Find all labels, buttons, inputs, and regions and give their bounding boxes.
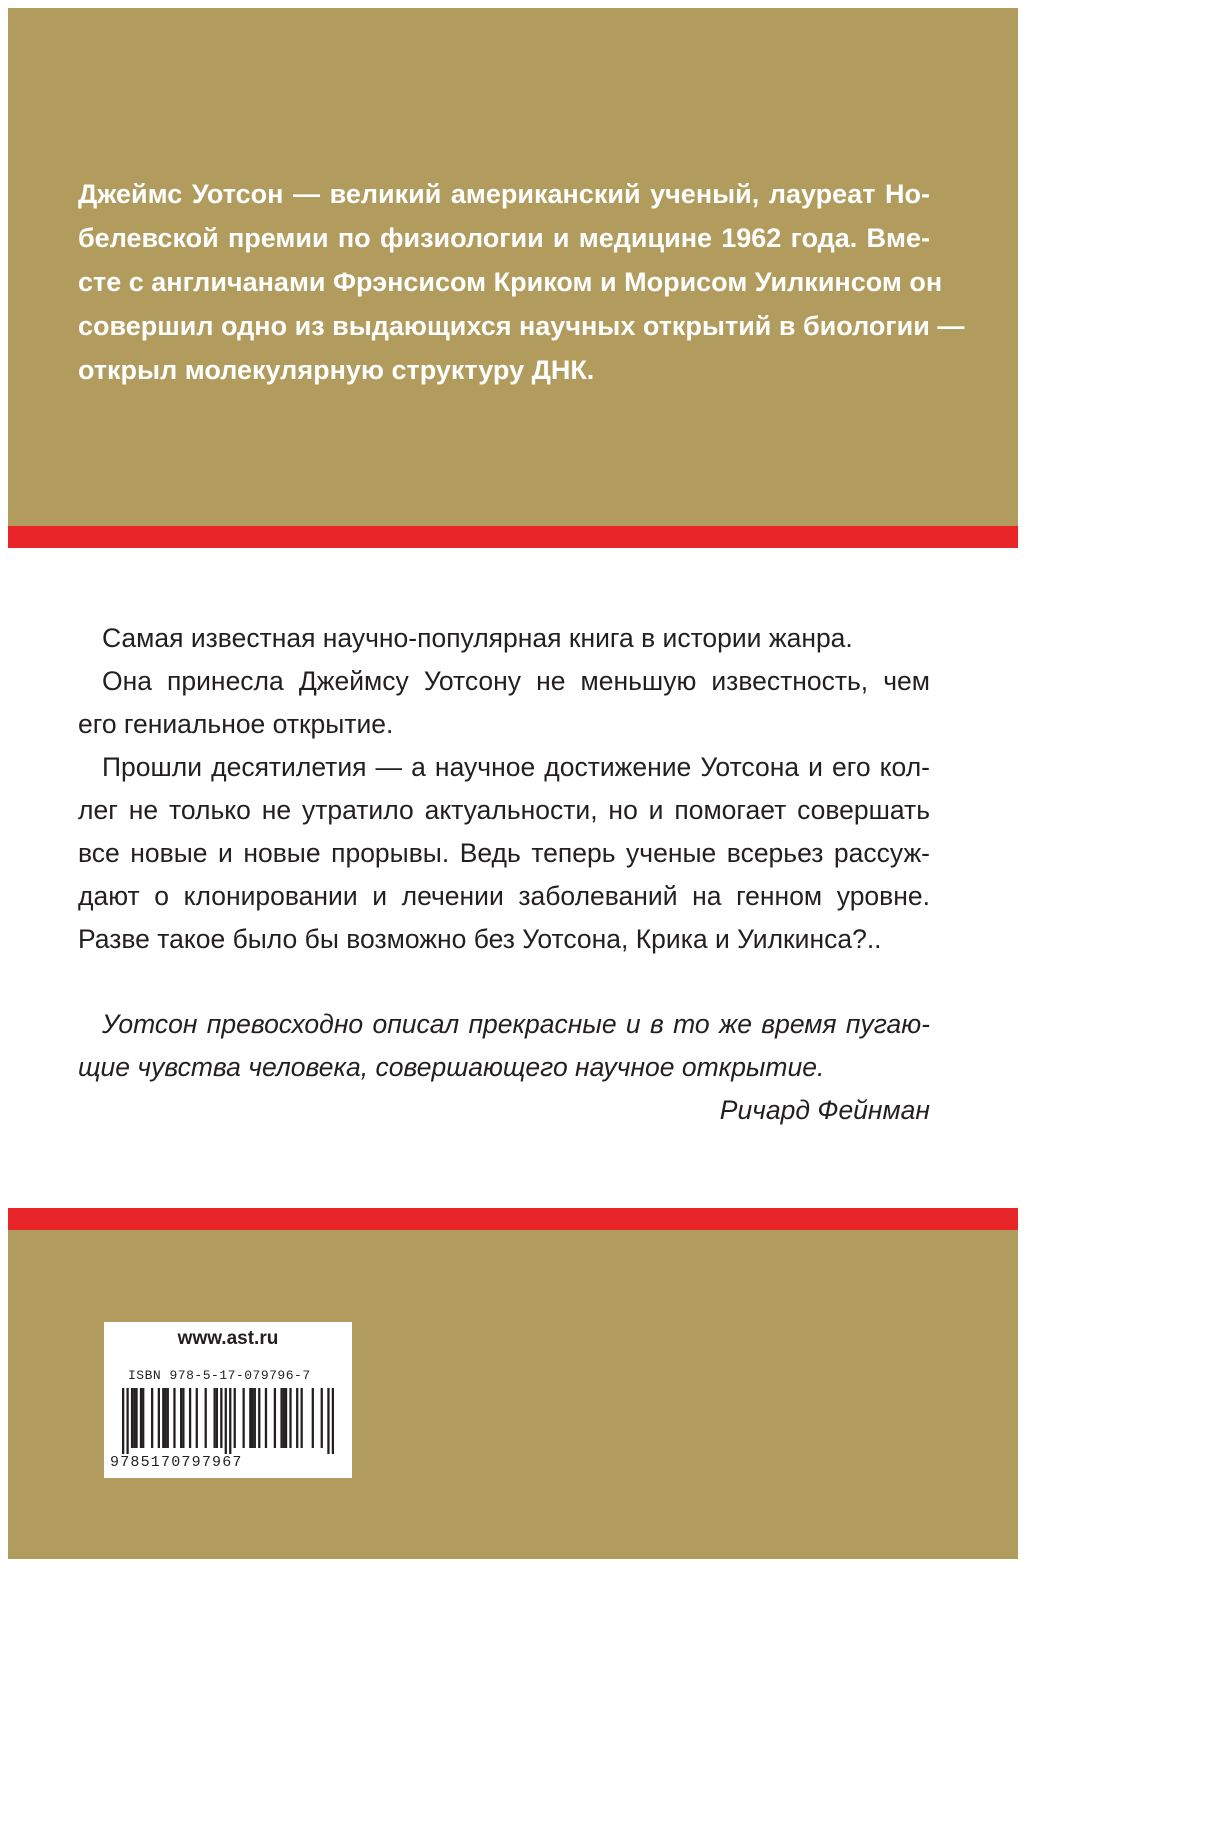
red-stripe-top [8, 526, 1018, 548]
barcode-bar [158, 1388, 160, 1448]
barcode-bar [164, 1388, 166, 1448]
quote-author: Ричард Фейнман [719, 1095, 930, 1125]
barcode-bar [301, 1388, 303, 1448]
author-bio-line: открыл молекулярную структуру ДНК. [78, 355, 595, 385]
barcode-bar [274, 1388, 276, 1448]
barcode-bar [122, 1388, 124, 1454]
quote-line: Уотсон превосходно описал прекрасные и в то же время пугаю- [102, 1009, 930, 1039]
barcode-bar [216, 1388, 218, 1448]
barcode-bar [254, 1388, 256, 1448]
blurb-line: дают о клонировании и лечении заболеваний на генном уровне. [78, 881, 930, 911]
barcode-bar [213, 1388, 215, 1448]
review-quote [78, 1003, 930, 1132]
barcode-bar [133, 1388, 135, 1448]
barcode-bar [142, 1388, 144, 1448]
author-bio-line: совершил одно из выдающихся научных открытий в биологии — [78, 311, 965, 341]
barcode-bar [135, 1388, 137, 1448]
barcode-bar [234, 1388, 236, 1448]
barcode-bar [283, 1388, 285, 1448]
quote-line: щие чувства человека, совершающего научное открытие. [78, 1052, 825, 1082]
barcode-bar [205, 1388, 207, 1448]
barcode-bar [280, 1388, 282, 1448]
author-bio-line: Джеймс Уотсон — великий американский ученый, лауреат Но- [78, 179, 930, 209]
barcode-bar [167, 1388, 169, 1448]
barcode-bar [126, 1388, 128, 1454]
barcode-bar [225, 1388, 227, 1454]
isbn-label: ISBN 978-5-17-079796-7 [128, 1368, 311, 1383]
barcode-bar [196, 1388, 198, 1448]
barcode-bar [251, 1388, 253, 1448]
barcode-bar [285, 1388, 287, 1448]
barcode-bar [173, 1388, 175, 1448]
blurb-line: все новые и новые прорывы. Ведь теперь ученые всерьез рассуж- [78, 838, 930, 868]
barcode-bar [220, 1388, 222, 1448]
barcode-bar [182, 1388, 184, 1448]
barcode-block [104, 1322, 352, 1478]
barcode-bar [296, 1388, 298, 1448]
blurb-line: Разве такое было бы возможно без Уотсона, Крика и Уилкинса?.. [78, 924, 882, 954]
barcode-bars [122, 1388, 334, 1454]
book-blurb [78, 617, 930, 961]
red-stripe-bottom [8, 1208, 1018, 1230]
barcode-bar [265, 1388, 267, 1448]
barcode-bar [162, 1388, 164, 1448]
ean-digits: 9785170797967 [110, 1454, 243, 1471]
barcode-bar [140, 1388, 142, 1448]
barcode-bar [258, 1388, 260, 1448]
blurb-line: Самая известная научно-популярная книга в истории жанра. [102, 623, 853, 653]
barcode-bar [249, 1388, 251, 1448]
barcode-bar [327, 1388, 329, 1454]
barcode-bar [131, 1388, 133, 1448]
barcode-bar [289, 1388, 291, 1448]
barcode-bar [229, 1388, 231, 1454]
barcode-bar [332, 1388, 334, 1454]
blurb-line: лег не только не утратило актуальности, но и помогает совершать [78, 795, 930, 825]
barcode-bar [243, 1388, 245, 1448]
barcode-bar [312, 1388, 314, 1448]
barcode-bar [151, 1388, 153, 1448]
barcode-bar [180, 1388, 182, 1448]
blurb-line: Прошли десятилетия — а научное достижение Уотсона и его кол- [102, 752, 930, 782]
author-bio [78, 172, 965, 392]
author-bio-line: сте с англичанами Фрэнсисом Криком и Морисом Уилкинсом он [78, 267, 943, 297]
barcode-bar [321, 1388, 323, 1448]
blurb-line: Она принесла Джеймсу Уотсону не меньшую известность, чем [102, 666, 930, 696]
author-bio-line: белевской премии по физиологии и медицине 1962 года. Вме- [78, 223, 930, 253]
barcode-bar [189, 1388, 191, 1448]
publisher-url: www.ast.ru [177, 1328, 279, 1349]
blurb-line: его гениальное открытие. [78, 709, 394, 739]
